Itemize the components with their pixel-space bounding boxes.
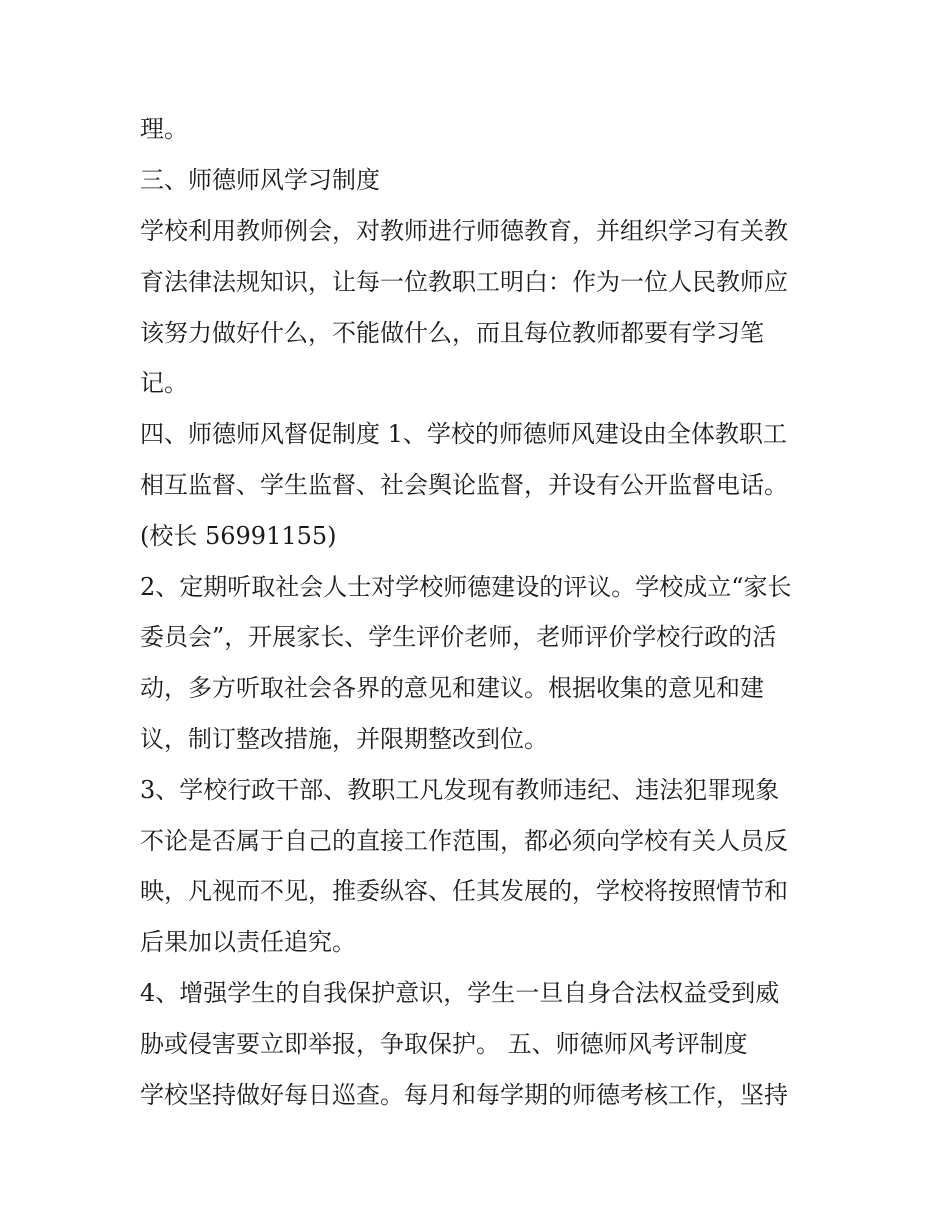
text-line: 该努力做好什么，不能做什么，而且每位教师都要有学习笔 <box>140 319 764 347</box>
text-line: 理。 <box>140 115 188 143</box>
section-heading-evaluation: 胁或侵害要立即举报，争取保护。 五、师德师风考评制度 <box>140 1030 748 1058</box>
section-heading-supervision: 四、师德师风督促制度 1、学校的师德师风建设由全体教职工 <box>140 420 787 448</box>
text-line: 动，多方听取社会各界的意见和建议。根据收集的意见和建 <box>140 674 764 702</box>
text-line: 4、增强学生的自我保护意识，学生一旦自身合法权益受到威 <box>140 979 780 1007</box>
text-line: 不论是否属于自己的直接工作范围，都必须向学校有关人员反 <box>140 827 788 855</box>
section-heading-study: 三、师德师风学习制度 <box>140 166 380 194</box>
text-line: 委员会”，开展家长、学生评价老师，老师评价学校行政的活 <box>140 623 777 651</box>
text-line: 映，凡视而不见，推委纵容、任其发展的，学校将按照情节和 <box>140 877 788 905</box>
text-line: 育法律法规知识，让每一位教职工明白：作为一位人民教师应 <box>140 268 788 296</box>
text-line: 后果加以责任追究。 <box>140 928 356 956</box>
text-line: 相互监督、学生监督、社会舆论监督，并设有公开监督电话。 <box>140 471 788 499</box>
text-line: 学校坚持做好每日巡查。每月和每学期的师德考核工作，坚持 <box>140 1081 788 1109</box>
text-line: 学校利用教师例会，对教师进行师德教育，并组织学习有关教 <box>140 217 788 245</box>
phone-note: (校长 56991155) <box>140 522 337 550</box>
text-line: 记。 <box>140 369 188 397</box>
text-line: 2、定期听取社会人士对学校师德建设的评议。学校成立“家长 <box>140 573 792 601</box>
text-line: 3、学校行政干部、教职工凡发现有教师违纪、违法犯罪现象 <box>140 776 780 804</box>
text-line: 议，制订整改措施，并限期整改到位。 <box>140 725 548 753</box>
